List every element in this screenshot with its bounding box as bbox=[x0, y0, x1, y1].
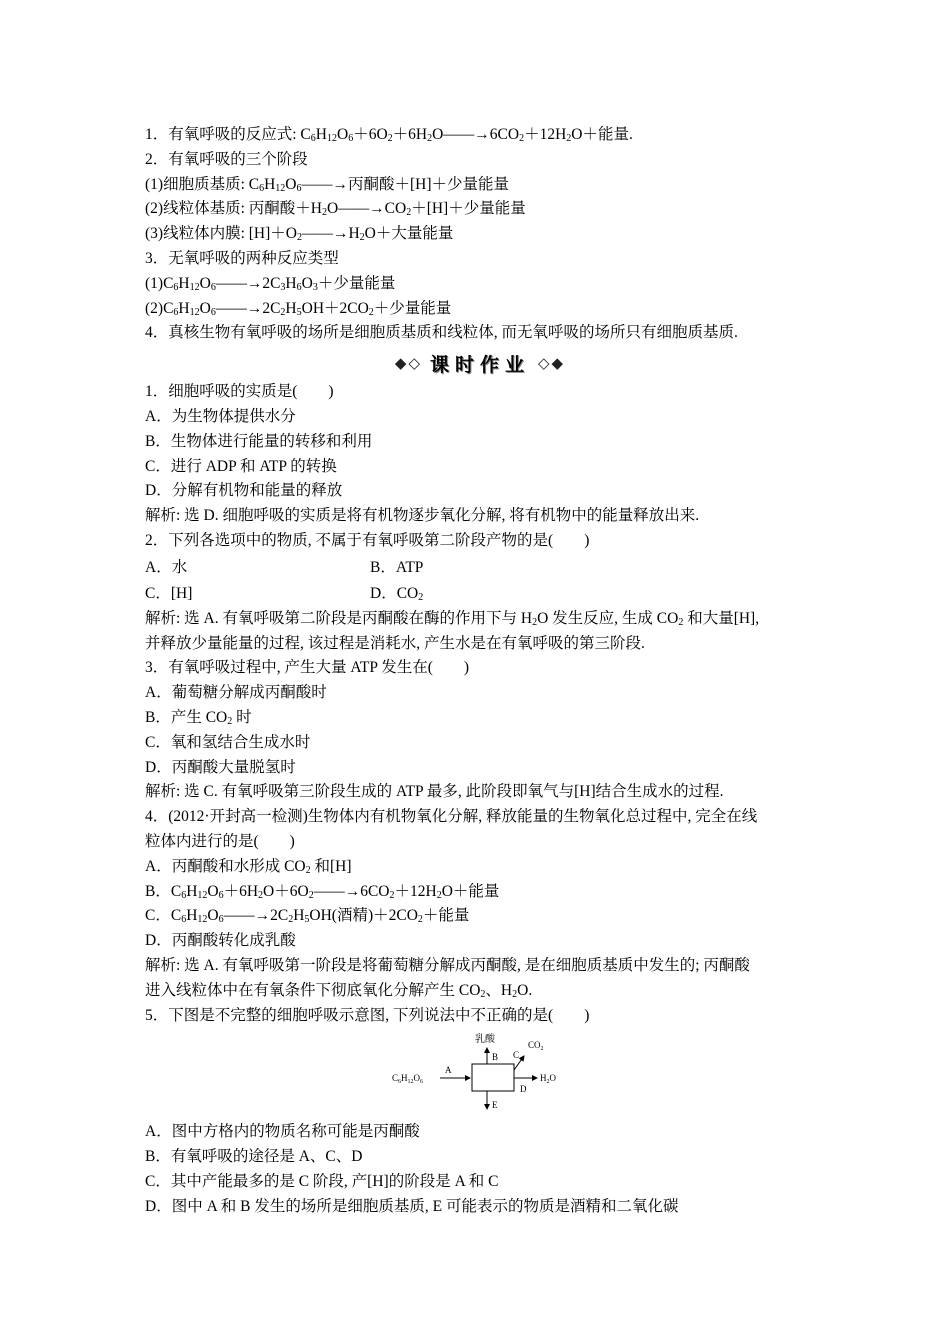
question-1-stem: 1．细胞呼吸的实质是( ) bbox=[145, 383, 334, 401]
question-2-option-a: A．水 bbox=[145, 558, 188, 576]
diagram-label-d: D bbox=[520, 1084, 527, 1095]
diagram-label-c: C bbox=[513, 1050, 520, 1061]
question-5-stem-post: 正确的是( ) bbox=[486, 1006, 590, 1024]
summary-line-1: 1．有氧呼吸的反应式: $C_6H_{12}O_6+6O_2+6H_2O——\to 6CO_2+12H_2O+$能量. bbox=[145, 126, 633, 144]
summary-line-7: $(1)C_6H_{12}O_6——\to 2C_3H_6O_3+$少量能量 bbox=[145, 274, 396, 293]
question-5-option-d: D．图中 A 和 B 发生的场所是细胞质基质, E 可能表示的物质是酒精和二氧化碳 bbox=[145, 1197, 679, 1215]
summary-line-6: 3．无氧呼吸的两种反应类型 bbox=[145, 249, 339, 267]
summary-line-3: (1)细胞质基质: $C_6H_{12}O_6——\to$丙酮酸＋[H]＋少量能量 bbox=[145, 175, 510, 194]
summary-line-5: (3)线粒体内膜: $[H]+O_2——\to H_2O+$大量能量 bbox=[145, 225, 454, 244]
summary-line-8: $(2)C_6H_{12}O_6——\to 2C_2H_5OH+2CO_2+$少量能量 bbox=[145, 299, 452, 318]
respiration-diagram-svg bbox=[387, 1028, 577, 1118]
question-5-stem-pre: 5．下图是不完整的细胞呼吸示意图, 下列说法中 bbox=[145, 1006, 471, 1024]
question-2-options-row-2 bbox=[145, 581, 815, 607]
question-2-analysis-1: 解析: 选 A. 有氧呼吸第二阶段是丙酮酸在酶的作用下与 $H_2O$ 发生反应, 生成 $CO_2$ 和大量[H], bbox=[145, 609, 760, 628]
question-2-analysis-2: 并释放少量能量的过程, 该过程是消耗水, 产生水是在有氧呼吸的第三阶段. bbox=[145, 634, 645, 652]
question-5-option-c: C．其中产能最多的是 C 阶段, 产[H]的阶段是 A 和 C bbox=[145, 1172, 499, 1190]
summary-line-9: 4．真核生物有氧呼吸的场所是细胞质基质和线粒体, 而无氧呼吸的场所只有细胞质基质. bbox=[145, 324, 738, 342]
question-3-option-b: B．产生 $CO_2$ 时 bbox=[145, 708, 252, 727]
question-5-option-b: B．有氧呼吸的途径是 A、C、D bbox=[145, 1148, 363, 1166]
question-5-stem bbox=[145, 1004, 815, 1029]
question-3-option-d: D．丙酮酸大量脱氢时 bbox=[145, 758, 296, 776]
question-4-option-a: A．丙酮酸和水形成 $CO_2$ 和[H] bbox=[145, 857, 352, 876]
diagram-co2-label: $CO_2$ bbox=[528, 1040, 544, 1053]
question-4-option-d: D．丙酮酸转化成乳酸 bbox=[145, 932, 296, 950]
document-page bbox=[145, 123, 815, 1219]
question-2-option-c: C．[H] bbox=[145, 584, 193, 602]
section-banner bbox=[145, 345, 815, 381]
question-3-stem: 3．有氧呼吸过程中, 产生大量 ATP 发生在( ) bbox=[145, 659, 470, 677]
diagram-label-b: B bbox=[492, 1052, 499, 1063]
summary-line-2: 2．有氧呼吸的三个阶段 bbox=[145, 150, 308, 168]
question-2-emphasis: 不 bbox=[315, 531, 332, 549]
question-4-analysis-1: 解析: 选 A. 有氧呼吸第一阶段是将葡萄糖分解成丙酮酸, 是在细胞质基质中发生的; 丙酮酸 bbox=[145, 956, 750, 974]
question-3-option-a: A．葡萄糖分解成丙酮酸时 bbox=[145, 684, 327, 702]
question-2-stem bbox=[145, 529, 815, 554]
diagram-box bbox=[472, 1064, 514, 1091]
diagram-h2o-label: $H_2O$ bbox=[540, 1073, 556, 1086]
diagram-label-e: E bbox=[492, 1100, 498, 1111]
question-5-option-a: A．图中方格内的物质名称可能是丙酮酸 bbox=[145, 1123, 420, 1141]
question-4-option-c: C．$C_6H_{12}O_6——\to 2C_2H_5OH$(酒精)$+2CO_2+$能量 bbox=[145, 907, 470, 926]
question-4-stem-1: 4．(2012·开封高一检测)生物体内有机物氧化分解, 释放能量的生物氧化总过程中, 完全在线 bbox=[145, 808, 758, 826]
question-3-option-c: C．氧和氢结合生成水时 bbox=[145, 733, 311, 751]
question-2-option-b: B．ATP bbox=[370, 558, 424, 576]
question-4-option-b: B．$C_6H_{12}O_6+6H_2O+6O_2——\to 6CO_2+12H_2O+$能量 bbox=[145, 882, 500, 901]
question-2-stem-post: 属于有氧呼吸第二阶段产物的是( ) bbox=[331, 531, 590, 549]
question-2-options-row-1 bbox=[145, 554, 815, 581]
question-5-emphasis: 不 bbox=[470, 1006, 487, 1024]
question-2-option-d: D．$CO_2$ bbox=[370, 584, 424, 603]
question-2-stem-pre: 2．下列各选项中的物质, bbox=[145, 531, 316, 549]
question-1-option-a: A．为生物体提供水分 bbox=[145, 407, 296, 425]
respiration-diagram bbox=[145, 1028, 815, 1120]
diagram-glucose-label: $C_6H_{12}O_6$ bbox=[392, 1073, 424, 1086]
question-4-stem-2: 粒体内进行的是( ) bbox=[145, 832, 295, 850]
summary-line-4: (2)线粒体基质: 丙酮酸$+H_2O——\to CO_2+[H]+$少量能量 bbox=[145, 200, 526, 219]
question-4-analysis-2: 进入线粒体中在有氧条件下彻底氧化分解产生 $CO_2$、$H_2O$. bbox=[145, 981, 533, 1000]
banner-title: 课时作业 bbox=[429, 353, 530, 376]
question-1-analysis: 解析: 选 D. 细胞呼吸的实质是将有机物逐步氧化分解, 将有机物中的能量释放出来. bbox=[145, 507, 700, 525]
diagram-lactic-label: 乳酸 bbox=[475, 1034, 495, 1046]
diagram-label-a: A bbox=[445, 1065, 452, 1076]
question-1-option-c: C．进行 ADP 和 ATP 的转换 bbox=[145, 457, 337, 475]
question-1-option-d: D．分解有机物和能量的释放 bbox=[145, 482, 343, 500]
question-1-option-b: B．生物体进行能量的转移和利用 bbox=[145, 432, 373, 450]
question-3-analysis: 解析: 选 C. 有氧呼吸第三阶段生成的 ATP 最多, 此阶段即氧气与[H]结合生成水的过程. bbox=[145, 783, 724, 801]
banner-right-diamond-icon: ◇◆ bbox=[538, 354, 566, 373]
banner-left-diamond-icon: ◆◇ bbox=[394, 354, 422, 373]
